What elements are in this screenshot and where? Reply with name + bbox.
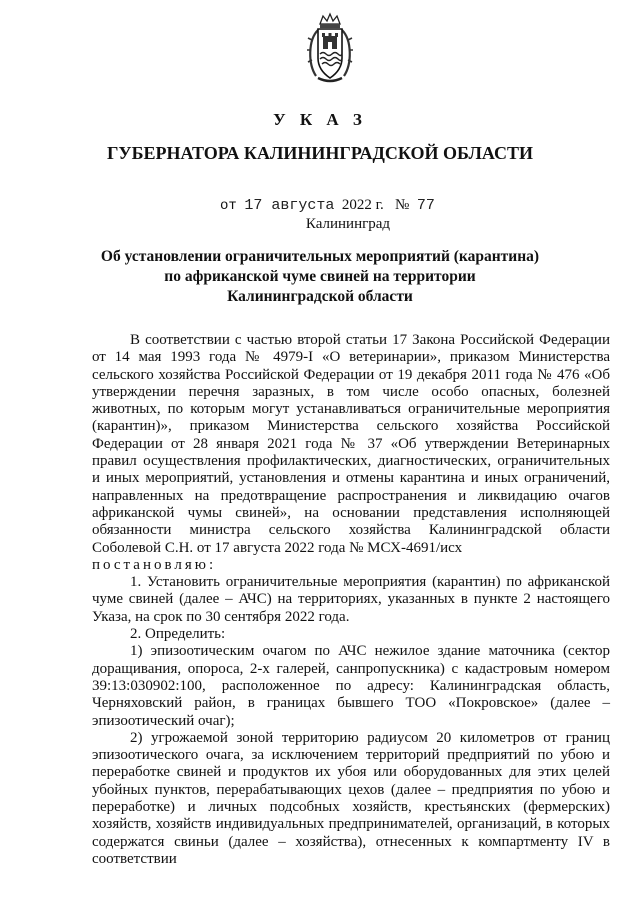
decree-subject: [0, 247, 640, 307]
subject-line: по африканской чуме свиней на территории: [164, 268, 476, 285]
coat-of-arms-icon: [306, 12, 354, 86]
issuing-authority: ГУБЕРНАТОРА КАЛИНИНГРАДСКОЙ ОБЛАСТИ: [106, 143, 533, 163]
year-text: 2022 г.: [341, 197, 384, 213]
subject-line: Калининградской области: [227, 288, 413, 305]
paragraph-2-1: 1) эпизоотическим очагом по АЧС нежилое здание маточника (сектор доращивания, опороса, 2-х галерей, санпропускника) с кадастровым номером 39:13:030902:100, расположенное по адресу: Калининградская область, Черняховский район, в границах бывшего ТОО «Покровское» (далее – эпизоотический очаг);: [92, 643, 610, 729]
date-number-line: [220, 197, 435, 214]
preamble-paragraph: В соответствии с частью второй статьи 17 Закона Российской Федерации от 14 мая 1993 года № 4979-I «О ветеринарии», приказом Министерства сельского хозяйства Российской Федерации от 19 декабря 2011 года № 476 «Об утверждении перечня заразных, в том числе особо опасных, болезней животных, по которым могут устанавливаться ограничительные мероприятия (карантин)», приказом Министерства сельского хозяйства Российской Федерации от 28 января 2021 года № 37 «Об утверждении Ветеринарных правил осуществления профилактических, диагностических, ограничительных и иных мероприятий, установления и отмены карантина и иных ограничений, направленных на предотвращение распространения и ликвидацию очагов африканской чумы свиней», на основании представления исполняющей обязанности министра сельского хозяйства Калининградской области Соболевой С.Н. от 17 августа 2022 года № МСХ-4691/исх: [92, 332, 610, 556]
date-value: 17 августа: [244, 197, 335, 214]
decree-word: постановляю:: [92, 556, 217, 573]
paragraph-2-2: 2) угрожаемой зоной территорию радиусом 20 километров от границ эпизоотического очага, за исключением территорий предприятий по убою и переработке свиней и продуктов их убоя или оборудованных для этих целей убойных пунктов, перерабатывающих цехов (далее – предприятия по убою и переработке) и личных подсобных хозяйств, крестьянских (фермерских) хозяйств, хозяйств индивидуальных предпринимателей, организаций, в которых содержатся свиньи (далее – хозяйства), отнесенных к компартменту IV в соответствии: [92, 729, 610, 867]
issue-city: Калининград: [305, 216, 391, 232]
decree-body: [92, 332, 610, 868]
document-type-title: У К А З: [273, 110, 367, 129]
decree-number: 77: [416, 197, 435, 214]
number-sign: №: [395, 197, 410, 213]
date-prefix: от: [220, 198, 237, 214]
paragraph-1: 1. Установить ограничительные мероприятия (карантин) по африканской чуме свиней (далее – АЧС) на территориях, указанных в пункте 2 настоящего Указа, на срок по 30 сентября 2022 года.: [92, 574, 610, 625]
paragraph-2: 2. Определить:: [130, 626, 226, 643]
subject-line: Об установлении ограничительных мероприятий (карантина): [100, 248, 540, 265]
